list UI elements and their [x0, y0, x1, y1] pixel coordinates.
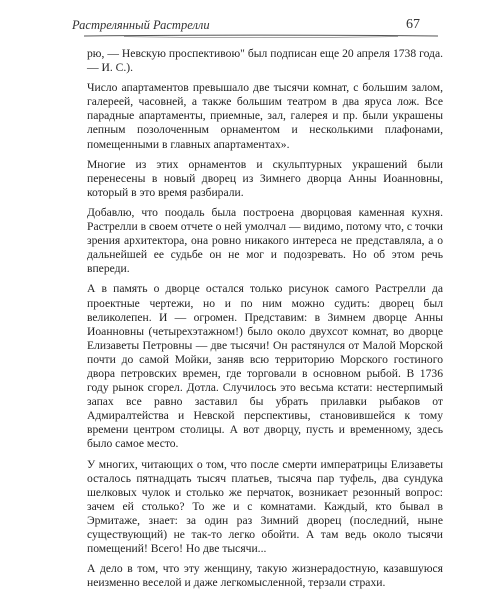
running-title: Растрелянный Растрелли: [72, 18, 210, 32]
paragraph: У многих, читающих о том, что после смерти императрицы Елизаветы осталось пятнадцать тысяч платьев, тысяча пар туфель, два сундука шелковых чулок и столько же перчаток, возникает резонный вопрос: зачем ей столько? То же и с комнатами. Каждый, кто бывал в Эрмитаже, знает: за один раз Зимний дворец (последний, ныне существующий) не так-то легко обойти. А там ведь около тысячи помещений! Всего! Но две тысячи...: [87, 457, 443, 556]
paragraph: А дело в том, что эту женщину, такую жизнерадостную, казавшуюся неизменно веселой и даже легкомысленной, терзали страхи.: [87, 562, 443, 590]
paragraph: рю, — Невскую проспективою" был подписан еще 20 апреля 1738 года. — И. С.).: [87, 47, 443, 75]
page-number: 67: [406, 17, 420, 32]
body-text: [87, 47, 443, 590]
paragraph: Число апартаментов превышало две тысячи комнат, с большим залом, галереей, часовней, а также большим театром в два яруса лож. Все парадные апартаменты, приемные, зал, галерея и пр. были украшены лепным позолоченным орнаментом и несколькими плафонами, помещенными в главных апартаментах».: [87, 81, 443, 151]
paragraph: А в память о дворце остался только рисунок самого Растрелли да проектные чертежи, но и по ним можно судить: дворец был великолепен. И — огромен. Представим: в Зимнем дворце Анны Иоанновны (четырехэтажном!) было около двухсот комнат, во дворце Елизаветы Петровны — две тысячи! Он растянулся от Малой Морской почти до самой Мойки, заняв всю территорию Морского гостиного двора петровских времен, где торговали в основном рыбой. В 1736 году рынок сгорел. Дотла. Случилось это весьма кстати: нестерпимый запах все равно заставил бы убрать прилавки рыбаков от Адмиралтейства и Невской перспективы, становившейся к тому времени центром столицы. А вот дворцу, пусть и временному, здесь было самое место.: [87, 282, 443, 451]
paragraph: Добавлю, что поодаль была построена дворцовая каменная кухня. Растрелли в своем отчете о ней умолчал — видимо, потому что, с точки зрения архитектора, она ровно никакого интереса не представляла, а о дальнейшей ее судьбе он не мог и подозревать. Но об этом речь впереди.: [87, 205, 443, 276]
paragraph: Многие из этих орнаментов и скульптурных украшений были перенесены в новый дворец из Зимнего дворца Анны Иоанновны, который в это время разбирали.: [87, 157, 443, 199]
header-rule: [84, 33, 438, 39]
